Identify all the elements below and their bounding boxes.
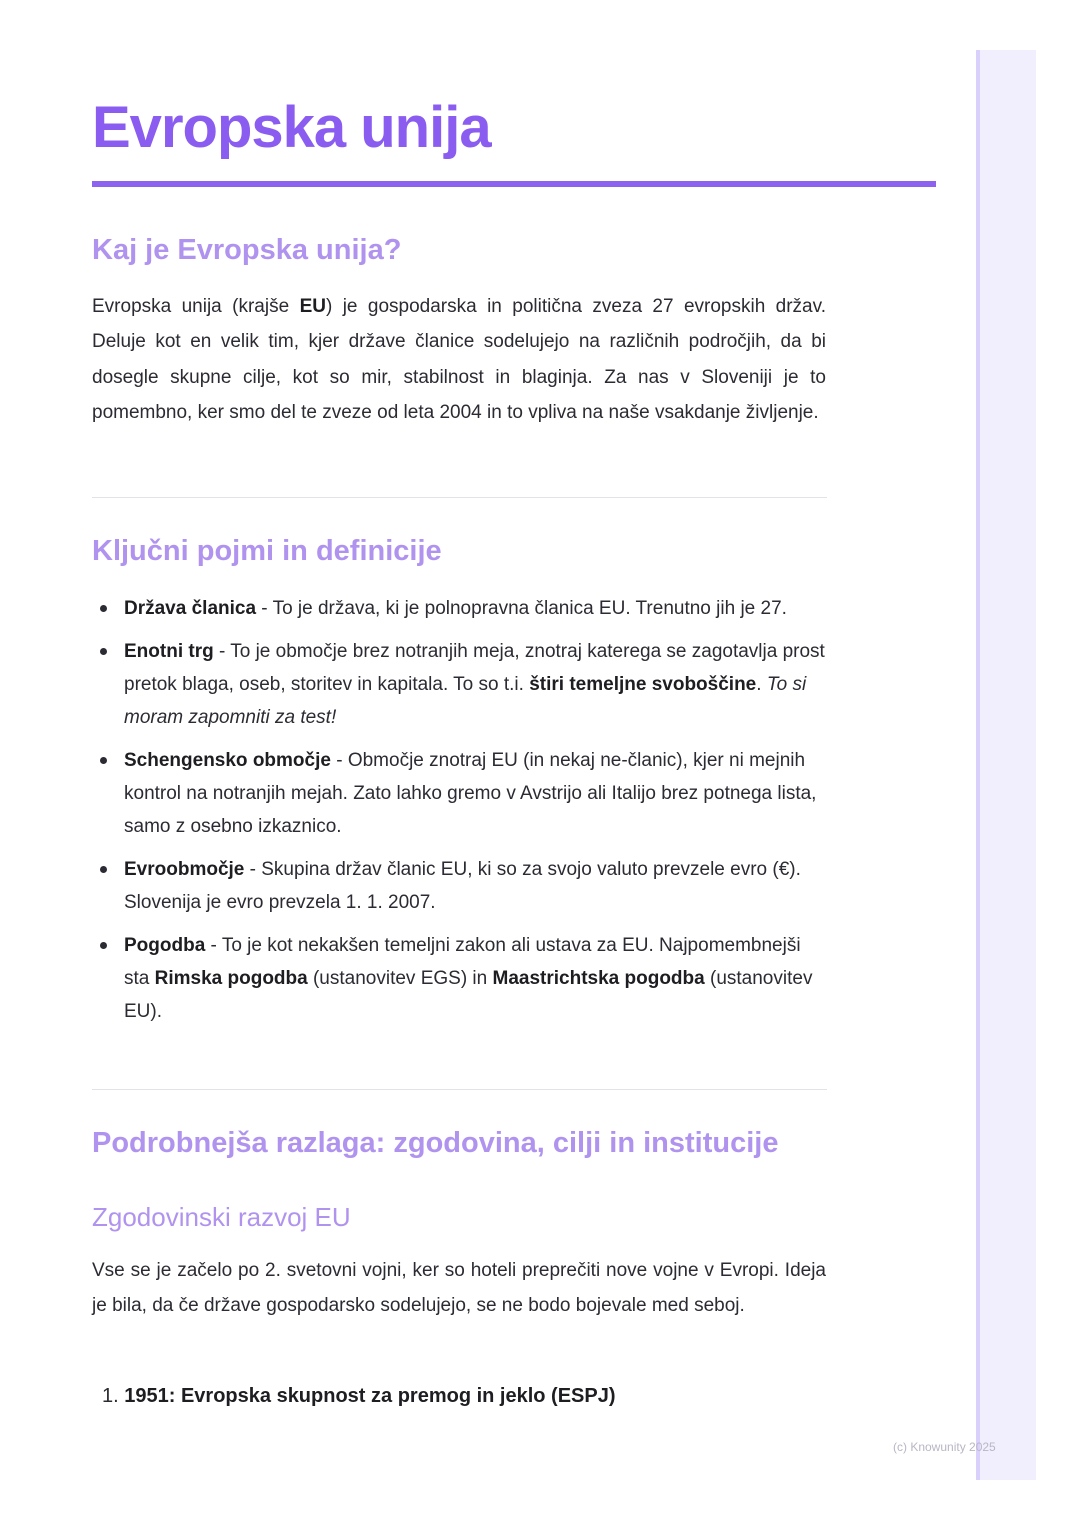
section-divider (92, 1089, 827, 1090)
term-label: Država članica (124, 598, 257, 619)
list-item-text: 1951: Evropska skupnost za premog in jeklo (ESPJ) (124, 1385, 616, 1407)
intro-bold-eu: EU (299, 296, 326, 317)
list-item (92, 853, 827, 919)
key-terms-list (92, 592, 827, 1038)
study-note: To si moram zapomniti za test! (124, 674, 807, 728)
list-item (92, 929, 827, 1028)
term-label: Evroobmočje (124, 859, 245, 880)
term-label: Pogodba (124, 935, 206, 956)
list-number: 1. (102, 1385, 125, 1407)
list-item (92, 744, 827, 843)
intro-text-1: Evropska unija (krajše (92, 296, 300, 317)
subsection-heading-history: Zgodovinski razvoj EU (92, 1202, 351, 1232)
term-definition: - To je kot nekakšen temeljni zakon ali ustava za EU. Najpomembnejši sta (124, 935, 801, 989)
history-paragraph: Vse se je začelo po 2. svetovni vojni, ker so hoteli preprečiti nove vojne v Evropi. Ideja je bila, da če države gospodarsko sodelujejo, se ne bodo bojevale med seboj. (92, 1260, 826, 1317)
section-heading-what-is-eu: Kaj je Evropska unija? (92, 234, 402, 266)
term-definition-cont: (ustanovitev EGS) in (307, 968, 493, 989)
bullet-dot (100, 648, 107, 655)
term-definition-cont: . (756, 674, 767, 695)
bullet-dot (100, 605, 107, 612)
term-definition: - To je območje brez notranjih meja, znotraj katerega se zagotavlja prost pretok blaga, oseb, storitev in kapitala. To so t.i. (124, 641, 825, 695)
bullet-dot (100, 942, 107, 949)
term-definition: - Skupina držav članic EU, ki so za svojo valuto prevzele evro (€). Slovenija je evro prevzela 1. 1. 2007. (124, 859, 801, 913)
bullet-dot (100, 866, 107, 873)
section-heading-key-terms: Ključni pojmi in definicije (92, 535, 442, 567)
term-label: Enotni trg (124, 641, 214, 662)
term-emphasis: štiri temeljne svoboščine (529, 674, 757, 695)
history-list-item (102, 1380, 616, 1412)
intro-paragraph (92, 289, 826, 430)
term-definition-end: (ustanovitev EU). (124, 968, 813, 1022)
term-label: Schengensko območje (124, 750, 331, 771)
page-title: Evropska unija (92, 95, 491, 160)
intro-text-2: ) je gospodarska in politična zveza 27 evropskih držav. Deluje kot en velik tim, kjer države članice sodelujejo na različnih področjih, da bi dosegle skupne cilje, kot so mir, stabilnost in blaginja. Za nas v Sloveniji je to pomembno, ker smo del te zveze od leta 2004 in to vpliva na naše vsakdanje življenje. (92, 296, 826, 423)
bullet-dot (100, 757, 107, 764)
term-definition: - Območje znotraj EU (in nekaj ne-članic), kjer ni mejnih kontrol na notranjih mejah. Zato lahko gremo v Avstrijo ali Italijo brez potnega lista, samo z osebno izkaznico. (124, 750, 817, 837)
side-strip (976, 50, 1036, 1480)
term-emphasis-2: Maastrichtska pogodba (492, 968, 705, 989)
list-item (92, 592, 827, 625)
title-underline (92, 181, 936, 187)
list-item (92, 635, 827, 734)
section-heading-details: Podrobnejša razlaga: zgodovina, cilji in institucije (92, 1127, 779, 1159)
term-emphasis: Rimska pogodba (154, 968, 308, 989)
section-divider (92, 497, 827, 498)
copyright-footer: (c) Knowunity 2025 (893, 1440, 996, 1454)
term-definition: - To je država, ki je polnopravna članica EU. Trenutno jih je 27. (256, 598, 787, 619)
